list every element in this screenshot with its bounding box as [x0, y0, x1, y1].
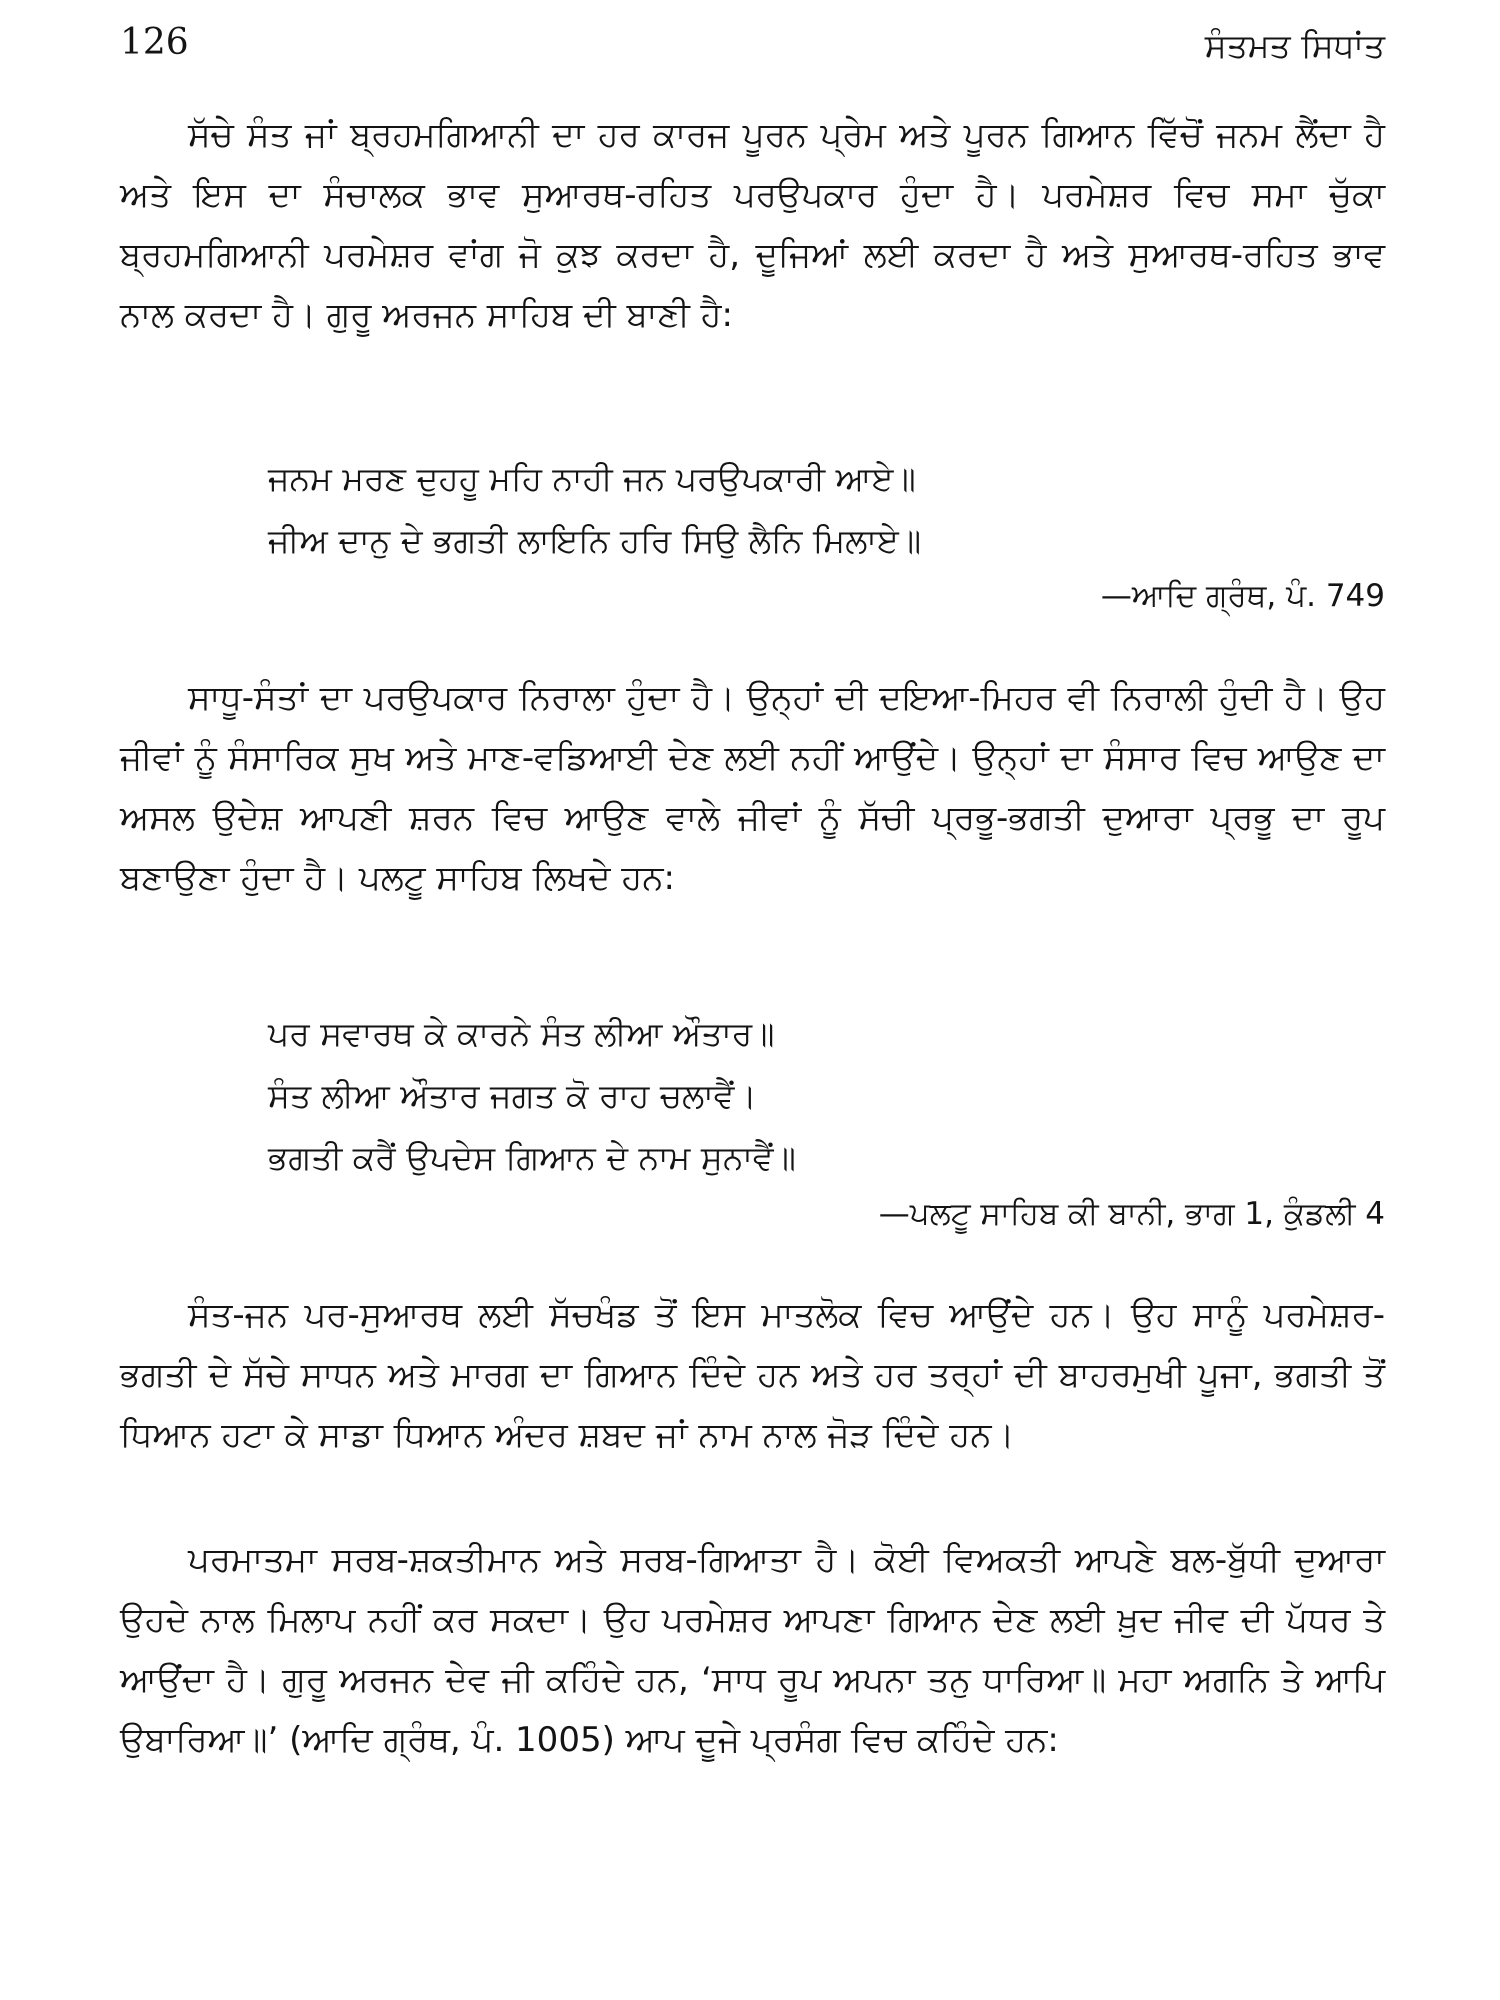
verse-block-2	[268, 1003, 1368, 1189]
paragraph-1: ਸੱਚੇ ਸੰਤ ਜਾਂ ਬ੍ਰਹਮਗਿਆਨੀ ਦਾ ਹਰ ਕਾਰਜ ਪੂਰਨ ਪ੍ਰੇਮ ਅਤੇ ਪੂਰਨ ਗਿਆਨ ਵਿੱਚੋਂ ਜਨਮ ਲੈਂਦਾ ਹੈ ਅਤੇ ਇਸ ਦਾ ਸੰਚਾਲਕ ਭਾਵ ਸੁਆਰਥ-ਰਹਿਤ ਪਰਉਪਕਾਰ ਹੁੰਦਾ ਹੈ। ਪਰਮੇਸ਼ਰ ਵਿਚ ਸਮਾ ਚੁੱਕਾ ਬ੍ਰਹਮਗਿਆਨੀ ਪਰਮੇਸ਼ਰ ਵਾਂਗ ਜੋ ਕੁਝ ਕਰਦਾ ਹੈ, ਦੂਜਿਆਂ ਲਈ ਕਰਦਾ ਹੈ ਅਤੇ ਸੁਆਰਥ-ਰਹਿਤ ਭਾਵ ਨਾਲ ਕਰਦਾ ਹੈ। ਗੁਰੂ ਅਰਜਨ ਸਾਹਿਬ ਦੀ ਬਾਣੀ ਹੈ:	[120, 115, 1385, 335]
paragraph-3: ਸੰਤ-ਜਨ ਪਰ-ਸੁਆਰਥ ਲਈ ਸੱਚਖੰਡ ਤੋਂ ਇਸ ਮਾਤਲੋਕ ਵਿਚ ਆਉਂਦੇ ਹਨ। ਉਹ ਸਾਨੂੰ ਪਰਮੇਸ਼ਰ-ਭਗਤੀ ਦੇ ਸੱਚੇ ਸਾਧਨ ਅਤੇ ਮਾਰਗ ਦਾ ਗਿਆਨ ਦਿੰਦੇ ਹਨ ਅਤੇ ਹਰ ਤਰ੍ਹਾਂ ਦੀ ਬਾਹਰਮੁਖੀ ਪੂਜਾ, ਭਗਤੀ ਤੋਂ ਧਿਆਨ ਹਟਾ ਕੇ ਸਾਡਾ ਧਿਆਨ ਅੰਦਰ ਸ਼ਬਦ ਜਾਂ ਨਾਮ ਨਾਲ ਜੋੜ ਦਿੰਦੇ ਹਨ।	[120, 1295, 1385, 1455]
page-header	[120, 22, 1385, 72]
verse-citation-2: —ਪਲਟੂ ਸਾਹਿਬ ਕੀ ਬਾਨੀ, ਭਾਗ 1, ਕੁੰਡਲੀ 4	[878, 1196, 1385, 1232]
verse-line: ਪਰ ਸਵਾਰਥ ਕੇ ਕਾਰਨੇ ਸੰਤ ਲੀਆ ਔਤਾਰ॥	[268, 1014, 775, 1053]
verse-line: ਸੰਤ ਲੀਆ ਔਤਾਰ ਜਗਤ ਕੋ ਰਾਹ ਚਲਾਵੈਂ।	[268, 1076, 757, 1115]
verse-line: ਜਨਮ ਮਰਣ ਦੁਹਹੂ ਮਹਿ ਨਾਹੀ ਜਨ ਪਰਉਪਕਾਰੀ ਆਏ॥	[268, 459, 916, 498]
paragraph-2: ਸਾਧੂ-ਸੰਤਾਂ ਦਾ ਪਰਉਪਕਾਰ ਨਿਰਾਲਾ ਹੁੰਦਾ ਹੈ। ਉਨ੍ਹਾਂ ਦੀ ਦਇਆ-ਮਿਹਰ ਵੀ ਨਿਰਾਲੀ ਹੁੰਦੀ ਹੈ। ਉਹ ਜੀਵਾਂ ਨੂੰ ਸੰਸਾਰਿਕ ਸੁਖ ਅਤੇ ਮਾਣ-ਵਡਿਆਈ ਦੇਣ ਲਈ ਨਹੀਂ ਆਉਂਦੇ। ਉਨ੍ਹਾਂ ਦਾ ਸੰਸਾਰ ਵਿਚ ਆਉਣ ਦਾ ਅਸਲ ਉਦੇਸ਼ ਆਪਣੀ ਸ਼ਰਨ ਵਿਚ ਆਉਣ ਵਾਲੇ ਜੀਵਾਂ ਨੂੰ ਸੱਚੀ ਪ੍ਰਭੂ-ਭਗਤੀ ਦੁਆਰਾ ਪ੍ਰਭੂ ਦਾ ਰੂਪ ਬਣਾਉਣਾ ਹੁੰਦਾ ਹੈ। ਪਲਟੂ ਸਾਹਿਬ ਲਿਖਦੇ ਹਨ:	[120, 678, 1385, 898]
paragraph-4: ਪਰਮਾਤਮਾ ਸਰਬ-ਸ਼ਕਤੀਮਾਨ ਅਤੇ ਸਰਬ-ਗਿਆਤਾ ਹੈ। ਕੋਈ ਵਿਅਕਤੀ ਆਪਣੇ ਬਲ-ਬੁੱਧੀ ਦੁਆਰਾ ਉਹਦੇ ਨਾਲ ਮਿਲਾਪ ਨਹੀਂ ਕਰ ਸਕਦਾ। ਉਹ ਪਰਮੇਸ਼ਰ ਆਪਣਾ ਗਿਆਨ ਦੇਣ ਲਈ ਖ਼ੁਦ ਜੀਵ ਦੀ ਪੱਧਰ ਤੇ ਆਉਂਦਾ ਹੈ। ਗੁਰੂ ਅਰਜਨ ਦੇਵ ਜੀ ਕਹਿੰਦੇ ਹਨ, ‘ਸਾਧ ਰੂਪ ਅਪਨਾ ਤਨੁ ਧਾਰਿਆ॥ ਮਹਾ ਅਗਨਿ ਤੇ ਆਪਿ ਉਬਾਰਿਆ॥’ (ਆਦਿ ਗ੍ਰੰਥ, ਪੰ. 1005) ਆਪ ਦੂਜੇ ਪ੍ਰਸੰਗ ਵਿਚ ਕਹਿੰਦੇ ਹਨ:	[120, 1540, 1385, 1760]
page-number: 126	[120, 22, 189, 63]
verse-citation-1: —ਆਦਿ ਗ੍ਰੰਥ, ਪੰ. 749	[1100, 578, 1385, 614]
verse-line: ਜੀਅ ਦਾਨੁ ਦੇ ਭਗਤੀ ਲਾਇਨਿ ਹਰਿ ਸਿਉ ਲੈਨਿ ਮਿਲਾਏ॥	[268, 521, 922, 560]
running-title: ਸੰਤਮਤ ਸਿਧਾਂਤ	[1204, 26, 1385, 65]
verse-block-1	[268, 448, 1368, 572]
verse-line: ਭਗਤੀ ਕਰੈਂ ਉਪਦੇਸ ਗਿਆਨ ਦੇ ਨਾਮ ਸੁਨਾਵੈਂ॥	[268, 1138, 796, 1177]
